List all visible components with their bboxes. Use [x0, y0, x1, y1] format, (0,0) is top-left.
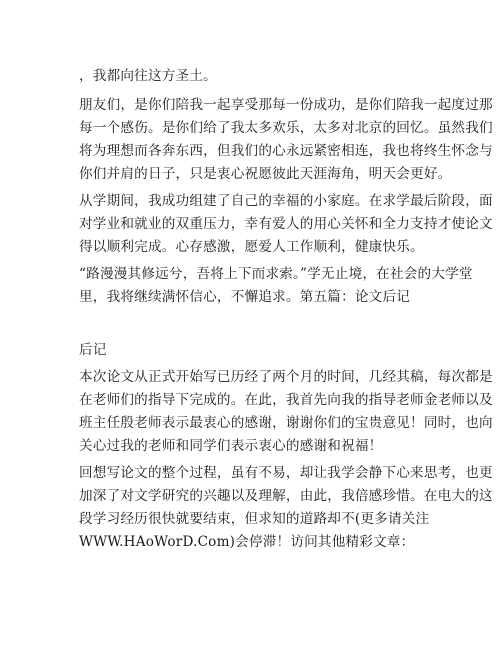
text-line: 在老师们的指导下完成的。在此，我首先向我的指导老师金老师以及 [79, 392, 493, 408]
text-line: 得以顺利完成。心存感激，愿爱人工作顺利，健康快乐。 [79, 239, 424, 255]
text-line: ，我都向往这方圣土。 [79, 68, 217, 84]
section-heading: 后记 [79, 342, 107, 358]
text-line: 朋友们，是你们陪我一起享受那每一份成功，是你们陪我一起度过那 [79, 97, 493, 113]
text-line: “路漫漫其修远兮，吾将上下而求索。”学无止境，在社会的大学堂 [79, 266, 473, 282]
text-line: 本次论文从正式开始写已历经了两个月的时间，几经其稿，每次都是 [79, 369, 493, 385]
text-line: 你们并肩的日子，只是衷心祝愿彼此天涯海角，明天会更好。 [79, 166, 452, 182]
text-line: 将为理想而各奔东西，但我们的心永远紧密相连，我也将终生怀念与 [79, 143, 493, 159]
text-line: 关心过我的老师和同学们表示衷心的感谢和祝福！ [79, 438, 383, 454]
text-line: 从学期间，我成功组建了自己的幸福的小家庭。在求学最后阶段，面 [79, 193, 493, 209]
text-line: 段学习经历很快就要结束，但求知的道路却不(更多请关注 [79, 511, 430, 527]
text-line: 加深了对文学研究的兴趣以及理解，由此，我倍感珍惜。在电大的这 [79, 488, 493, 504]
text-line: WWW.HAoWorD.Com)会停滞！访问其他精彩文章： [79, 534, 415, 550]
text-line: 回想写论文的整个过程，虽有不易，却让我学会静下心来思考，也更 [79, 465, 493, 481]
text-line: 对学业和就业的双重压力，幸有爱人的用心关怀和全力支持才使论文 [79, 216, 493, 232]
text-line: 每一个感伤。是你们给了我太多欢乐，太多对北京的回忆。虽然我们 [79, 120, 493, 136]
text-line: 里，我将继续满怀信心，不懈追求。第五篇：论文后记 [79, 289, 411, 305]
text-line: 班主任殷老师表示最衷心的感谢，谢谢你们的宝贵意见！同时，也向 [79, 415, 493, 431]
